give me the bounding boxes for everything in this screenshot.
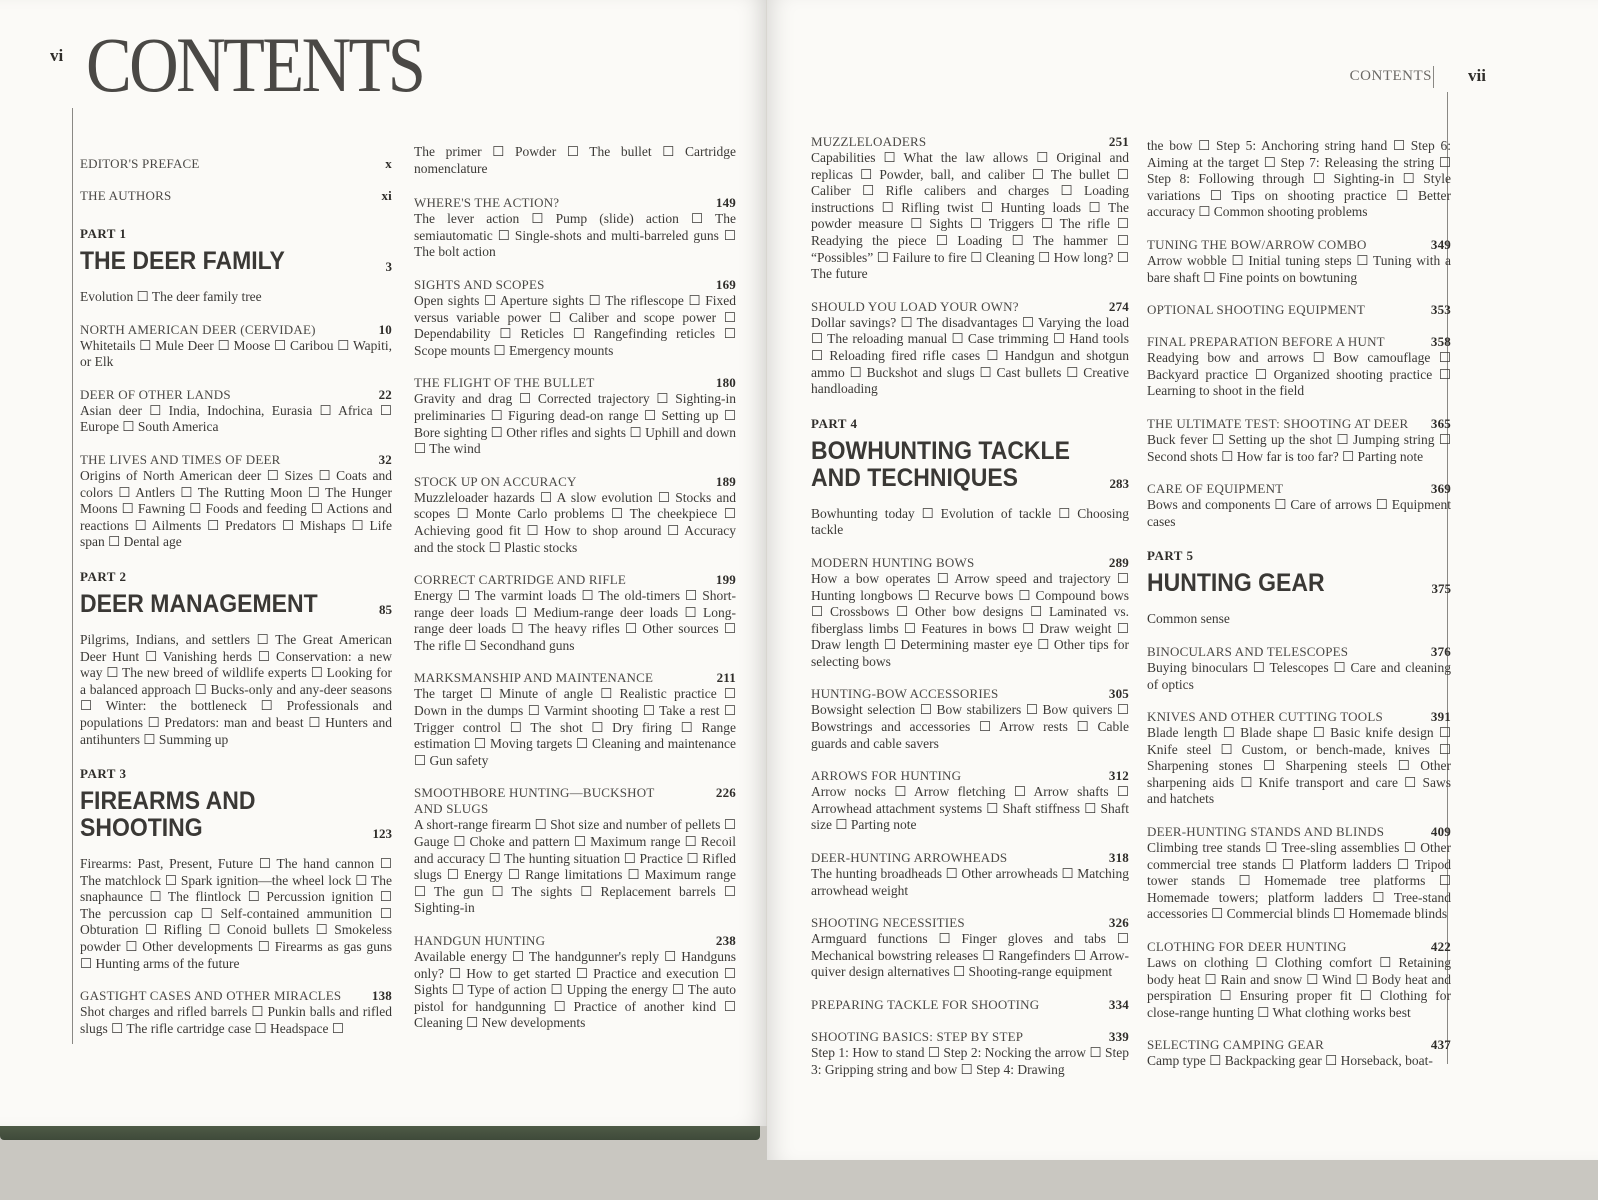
part-label: PART 1 — [80, 226, 127, 241]
entry-page: 169 — [715, 276, 736, 292]
running-head-divider — [1433, 66, 1434, 88]
entry-title: TUNING THE BOW/ARROW COMBO — [1147, 236, 1367, 252]
entry-page: 409 — [1430, 824, 1451, 840]
toc-column-3 — [811, 134, 1129, 1094]
entry-title: NORTH AMERICAN DEER (CERVIDAE) — [80, 321, 316, 337]
entry-page: 391 — [1430, 709, 1451, 725]
entry-desc: Blade length ☐ Blade shape ☐ Basic knife design ☐ Knife steel ☐ Custom, or bench-made, knives ☐ Sharpening stones ☐ Sharpening steels ☐ Other sharpening aids ☐ Knife transport and care ☐ Saws and hatchets — [1147, 725, 1451, 807]
entry-desc: The primer ☐ Powder ☐ The bullet ☐ Cartridge nomenclature — [414, 144, 736, 176]
entry-desc: the bow ☐ Step 5: Anchoring string hand ☐ Step 6: Aiming at the target ☐ Step 7: Releasing the string ☐ Step 8: Following through ☐ Sighting-in ☐ Style variations ☐ Tips on shooting practice ☐ Better accuracy ☐ Common shooting problems — [1147, 138, 1451, 220]
part-intro: Evolution ☐ The deer family tree — [80, 289, 262, 304]
part-title: BOWHUNTING TACKLE AND TECHNIQUES — [811, 436, 1070, 492]
entry-title: SHOULD YOU LOAD YOUR OWN? — [811, 298, 1019, 314]
part-page: 85 — [379, 601, 392, 617]
toc-entry — [811, 134, 1129, 283]
toc-entry — [80, 452, 392, 551]
entry-desc: Arrow nocks ☐ Arrow fletching ☐ Arrow shafts ☐ Arrowhead attachment systems ☐ Shaft stiffness ☐ Shaft size ☐ Parting note — [811, 784, 1129, 833]
toc-entry — [414, 195, 736, 261]
page-folio-right: vii — [1468, 66, 1486, 85]
part-label: PART 4 — [811, 415, 858, 431]
entry-title: KNIVES AND OTHER CUTTING TOOLS — [1147, 709, 1383, 725]
entry-desc: Bows and components ☐ Care of arrows ☐ Equipment cases — [1147, 497, 1451, 529]
entry-desc: Buying binoculars ☐ Telescopes ☐ Care and cleaning of optics — [1147, 659, 1451, 692]
entry-title: SHOOTING BASICS: STEP BY STEP — [811, 1029, 1024, 1044]
left-page — [0, 0, 767, 1126]
entry-desc: Bowsight selection ☐ Bow stabilizers ☐ Bow quivers ☐ Bowstrings and accessories ☐ Arrow rests ☐ Cable guards and cable savers — [811, 702, 1129, 751]
toc-entry — [1147, 302, 1451, 318]
entry-title: CLOTHING FOR DEER HUNTING — [1147, 939, 1347, 955]
entry-title: GASTIGHT CASES AND OTHER MIRACLES — [80, 988, 342, 1004]
entry-title: BINOCULARS AND TELESCOPES — [1147, 643, 1349, 659]
entry-page: 358 — [1430, 334, 1451, 350]
entry-desc: Readying bow and arrows ☐ Bow camouflage ☐ Backyard practice ☐ Organized shooting practice ☐ Learning to shoot in the field — [1147, 350, 1451, 399]
toc-entry — [1147, 939, 1451, 1021]
entry-page: x — [385, 156, 392, 171]
entry-title: ARROWS FOR HUNTING — [811, 768, 962, 784]
part-title: FIREARMS AND SHOOTING — [80, 787, 256, 843]
entry-page: 32 — [378, 451, 392, 467]
entry-desc: Climbing tree stands ☐ Tree-sling assemblies ☐ Other commercial tree stands ☐ Platform ladders ☐ Tripod tower stands ☐ Homemade tree platforms ☐ Homemade towers; platform ladders ☐ Tree-stand accessories ☐ Commercial blinds ☐ Homemade blinds — [1147, 840, 1451, 922]
entry-desc: Shot charges and rifled barrels ☐ Punkin balls and rifled slugs ☐ The rifle cartridge case ☐ Headspace ☐ — [80, 1004, 392, 1036]
entry-page: 22 — [378, 386, 392, 402]
entry-desc: The target ☐ Minute of angle ☐ Realistic practice ☐ Down in the dumps ☐ Varmint shooting ☐ Take a rest ☐ Trigger control ☐ The shot ☐ Dry firing ☐ Range estimation ☐ Moving targets ☐ Cleaning and maintenance ☐ Gun safety — [414, 686, 736, 768]
toc-entry — [811, 1029, 1129, 1078]
toc-entry — [80, 188, 392, 204]
part-heading — [811, 438, 1129, 492]
entry-title: MODERN HUNTING BOWS — [811, 554, 975, 570]
entry-desc: Energy ☐ The varmint loads ☐ The old-timers ☐ Short-range deer loads ☐ Medium-range deer loads ☐ Long-range deer loads ☐ The heavy rifles ☐ Other sources ☐ The rifle ☐ Secondhand guns — [414, 588, 736, 653]
toc-entry — [414, 474, 736, 556]
entry-desc: Laws on clothing ☐ Clothing comfort ☐ Retaining body heat ☐ Rain and snow ☐ Wind ☐ Body heat and perspiration ☐ Ensuring proper fit ☐ Clothing for close-range hunting ☐ What clothing works best — [1147, 955, 1451, 1020]
entry-title: HANDGUN HUNTING — [414, 933, 546, 948]
entry-title: THE AUTHORS — [80, 188, 172, 203]
toc-entry — [414, 670, 736, 769]
entry-desc: Whitetails ☐ Mule Deer ☐ Moose ☐ Caribou ☐ Wapiti, or Elk — [80, 337, 392, 370]
toc-entry — [811, 299, 1129, 398]
entry-page: 10 — [378, 321, 392, 337]
entry-page: 138 — [371, 988, 392, 1004]
toc-entry — [1147, 644, 1451, 693]
toc-entry — [414, 785, 736, 917]
entry-desc: Capabilities ☐ What the law allows ☐ Original and replicas ☐ Powder, ball, and caliber ☐ The bullet ☐ Caliber ☐ Rifle calibers and charges ☐ Loading instructions ☐ Rifling twist ☐ Hunting loads ☐ The powder measure ☐ Sights ☐ Triggers ☐ The rifle ☐ Readying the piece ☐ Loading ☐ The hammer ☐ “Possibles” ☐ Failure to fire ☐ Cleaning ☐ How long? ☐ The future — [811, 150, 1129, 282]
entry-page: 211 — [716, 670, 736, 686]
entry-page: 365 — [1430, 415, 1451, 431]
toc-entry — [80, 289, 392, 306]
toc-entry — [80, 156, 392, 172]
toc-entry — [1147, 1037, 1451, 1070]
entry-page: 334 — [1108, 997, 1129, 1012]
entry-title: SELECTING CAMPING GEAR — [1147, 1037, 1325, 1053]
toc-entry — [414, 572, 736, 654]
entry-page: xi — [381, 188, 392, 203]
part-intro: Bowhunting today ☐ Evolution of tackle ☐ Choosing tackle — [811, 505, 1129, 538]
part-intro: Common sense — [1147, 611, 1230, 627]
entry-page: 274 — [1108, 298, 1129, 314]
entry-page: 305 — [1108, 686, 1129, 702]
entry-desc: Open sights ☐ Aperture sights ☐ The riflescope ☐ Fixed versus variable power ☐ Caliber and scope power ☐ Dependability ☐ Reticles ☐ Rangefinding reticles ☐ Scope mounts ☐ Emergency mounts — [414, 292, 736, 358]
part-page: 283 — [1109, 475, 1129, 491]
part-page: 375 — [1431, 581, 1451, 597]
entry-title: SMOOTHBORE HUNTING—BUCKSHOT AND SLUGS — [414, 785, 655, 817]
entry-desc: Dollar savings? ☐ The disadvantages ☐ Varying the load ☐ The reloading manual ☐ Case trimming ☐ Hand tools ☐ Reloading fired rifle cases ☐ Handgun and shotgun ammo ☐ Buckshot and slugs ☐ Cast bullets ☐ Creative handloading — [811, 314, 1129, 397]
left-margin-rule — [72, 108, 73, 1044]
part-heading — [80, 591, 392, 618]
toc-entry — [1147, 709, 1451, 808]
entry-page: 149 — [715, 195, 736, 211]
part-intro: Pilgrims, Indians, and settlers ☐ The Great American Deer Hunt ☐ Vanishing herds ☐ Conservation: a new way ☐ The new breed of wildlife experts ☐ Looking for a balanced approach ☐ Bucks-only and any-deer seasons ☐ Winter: the bottleneck ☐ Professionals and populations ☐ Predators: man and beast ☐ Hunters and antihunters ☐ Summing up — [80, 631, 392, 747]
part-title: THE DEER FAMILY — [80, 247, 285, 275]
part-heading — [80, 788, 392, 842]
entry-page: 318 — [1108, 850, 1129, 866]
entry-title: HUNTING-BOW ACCESSORIES — [811, 686, 999, 702]
entry-page: 422 — [1430, 939, 1451, 955]
entry-desc: The lever action ☐ Pump (slide) action ☐ The semiautomatic ☐ Single-shots and multi-barreled guns ☐ The bolt action — [414, 211, 736, 260]
part-label: PART 3 — [80, 766, 127, 782]
toc-entry — [811, 506, 1129, 539]
entry-desc: Camp type ☐ Backpacking gear ☐ Horseback, boat- — [1147, 1053, 1433, 1069]
entry-page: 437 — [1430, 1037, 1451, 1053]
entry-title: MARKSMANSHIP AND MAINTENANCE — [414, 670, 654, 686]
toc-column-4 — [1147, 138, 1451, 1086]
toc-entry — [414, 277, 736, 359]
entry-title: EDITOR'S PREFACE — [80, 156, 200, 171]
toc-entry — [811, 768, 1129, 834]
entry-title: OPTIONAL SHOOTING EQUIPMENT — [1147, 302, 1365, 318]
toc-entry — [80, 632, 392, 748]
entry-page: 199 — [715, 572, 736, 588]
entry-title: CORRECT CARTRIDGE AND RIFLE — [414, 572, 627, 588]
entry-page: 369 — [1430, 481, 1451, 497]
toc-entry — [80, 387, 392, 436]
page-folio-left: vi — [50, 46, 64, 65]
entry-title: SIGHTS AND SCOPES — [414, 276, 545, 292]
entry-desc: The hunting broadheads ☐ Other arrowheads ☐ Matching arrowhead weight — [811, 866, 1129, 898]
entry-page: 376 — [1430, 643, 1451, 659]
entry-title: THE LIVES AND TIMES OF DEER — [80, 451, 281, 467]
toc-entry — [414, 144, 736, 177]
toc-entry — [811, 915, 1129, 981]
toc-entry — [1147, 611, 1451, 628]
entry-page: 226 — [715, 785, 736, 801]
entry-title: CARE OF EQUIPMENT — [1147, 481, 1284, 497]
entry-page: 189 — [715, 473, 736, 489]
entry-desc: Arrow wobble ☐ Initial tuning steps ☐ Tuning with a bare shaft ☐ Fine points on bowtuning — [1147, 252, 1451, 285]
toc-entry — [80, 988, 392, 1037]
entry-page: 180 — [715, 375, 736, 391]
entry-title: DEER-HUNTING ARROWHEADS — [811, 850, 1008, 866]
toc-entry — [414, 375, 736, 457]
entry-title: PREPARING TACKLE FOR SHOOTING — [811, 997, 1040, 1012]
entry-desc: Available energy ☐ The handgunner's reply ☐ Handguns only? ☐ How to get started ☐ Practice and execution ☐ Sights ☐ Type of action ☐ Upping the energy ☐ The auto pistol for handgunning ☐ Practice of another kind ☐ Cleaning ☐ New developments — [414, 949, 736, 1031]
entry-desc: Asian deer ☐ India, Indochina, Eurasia ☐ Africa ☐ Europe ☐ South America — [80, 402, 392, 435]
entry-title: SHOOTING NECESSITIES — [811, 915, 965, 931]
toc-column-2 — [414, 144, 736, 1048]
entry-title: THE ULTIMATE TEST: SHOOTING AT DEER — [1147, 415, 1409, 431]
toc-entry — [1147, 138, 1451, 221]
part-page: 3 — [385, 259, 392, 274]
entry-desc: How a bow operates ☐ Arrow speed and trajectory ☐ Hunting longbows ☐ Recurve bows ☐ Compound bows ☐ Crossbows ☐ Other bow designs ☐ Laminated vs. fiberglass limbs ☐ Features in bows ☐ Draw weight ☐ Draw length ☐ Determining master eye ☐ Other tips for selecting bows — [811, 570, 1129, 669]
entry-title: MUZZLELOADERS — [811, 134, 927, 149]
entry-desc: Buck fever ☐ Setting up the shot ☐ Jumping string ☐ Second shots ☐ How far is too far? ☐ Parting note — [1147, 431, 1451, 464]
entry-title: STOCK UP ON ACCURACY — [414, 473, 577, 489]
entry-title: WHERE'S THE ACTION? — [414, 195, 560, 211]
entry-desc: Armguard functions ☐ Finger gloves and tabs ☐ Mechanical bowstring releases ☐ Rangefinders ☐ Arrow-quiver design alternatives ☐ Shooting-range equipment — [811, 931, 1129, 980]
toc-entry — [1147, 237, 1451, 286]
part-title: DEER MANAGEMENT — [80, 589, 318, 618]
entry-desc: Muzzleloader hazards ☐ A slow evolution ☐ Stocks and scopes ☐ Monte Carlo problems ☐ The cheekpiece ☐ Achieving good fit ☐ How to shop around ☐ Accuracy and the stock ☐ Plastic stocks — [414, 489, 736, 555]
toc-entry — [414, 933, 736, 1032]
entry-title: DEER-HUNTING STANDS AND BLINDS — [1147, 824, 1385, 840]
right-page — [767, 0, 1598, 1160]
entry-page: 349 — [1430, 236, 1451, 252]
part-heading — [80, 248, 392, 275]
part-label: PART 5 — [1147, 548, 1194, 564]
part-label: PART 2 — [80, 568, 127, 584]
toc-column-1 — [80, 156, 392, 1053]
entry-page: 238 — [715, 933, 736, 948]
toc-entry — [1147, 416, 1451, 465]
toc-entry — [811, 555, 1129, 671]
entry-page: 251 — [1108, 134, 1129, 149]
toc-entry — [1147, 334, 1451, 400]
entry-page: 353 — [1430, 302, 1451, 318]
part-heading — [1147, 570, 1451, 597]
toc-entry — [1147, 481, 1451, 530]
entry-title: DEER OF OTHER LANDS — [80, 386, 231, 402]
page-title: CONTENTS — [86, 21, 424, 108]
toc-entry — [811, 850, 1129, 899]
entry-title: THE FLIGHT OF THE BULLET — [414, 375, 595, 391]
toc-entry — [811, 686, 1129, 752]
toc-entry — [80, 856, 392, 972]
entry-desc: Step 1: How to stand ☐ Step 2: Nocking the arrow ☐ Step 3: Gripping string and bow ☐ Step 4: Drawing — [811, 1045, 1129, 1077]
entry-desc: A short-range firearm ☐ Shot size and number of pellets ☐ Gauge ☐ Choke and pattern ☐ Maximum range ☐ Recoil and accuracy ☐ The hunting situation ☐ Practice ☐ Rifled slugs ☐ Energy ☐ Range limitations ☐ Maximum range ☐ The gun ☐ The sights ☐ Replacement barrels ☐ Sighting-in — [414, 817, 736, 916]
toc-entry — [1147, 824, 1451, 923]
running-head: CONTENTS — [1349, 68, 1432, 84]
entry-page: 326 — [1108, 915, 1129, 931]
entry-title: FINAL PREPARATION BEFORE A HUNT — [1147, 334, 1385, 350]
toc-entry — [811, 997, 1129, 1013]
toc-entry — [80, 322, 392, 371]
entry-desc: Origins of North American deer ☐ Sizes ☐ Coats and colors ☐ Antlers ☐ The Rutting Moon ☐ The Hunger Moons ☐ Fawning ☐ Foods and feeding ☐ Actions and reactions ☐ Ailments ☐ Predators ☐ Mishaps ☐ Life span ☐ Dental age — [80, 467, 392, 550]
entry-page: 289 — [1108, 554, 1129, 570]
part-title: HUNTING GEAR — [1147, 569, 1325, 598]
entry-page: 312 — [1108, 768, 1129, 784]
part-page: 123 — [372, 826, 392, 842]
entry-desc: Gravity and drag ☐ Corrected trajectory ☐ Sighting-in preliminaries ☐ Figuring dead-on range ☐ Setting up ☐ Bore sighting ☐ Other rifles and sights ☐ Uphill and down ☐ The wind — [414, 391, 736, 457]
entry-page: 339 — [1108, 1029, 1129, 1044]
part-intro: Firearms: Past, Present, Future ☐ The hand cannon ☐ The matchlock ☐ Spark ignition—the wheel lock ☐ The snaphaunce ☐ The flintlock ☐ Percussion ignition ☐ The percussion cap ☐ Self-contained ammunition ☐ Obturation ☐ Rifling ☐ Conoid bullets ☐ Smokeless powder ☐ Other developments ☐ Firearms as gas guns ☐ Hunting arms of the future — [80, 856, 392, 971]
